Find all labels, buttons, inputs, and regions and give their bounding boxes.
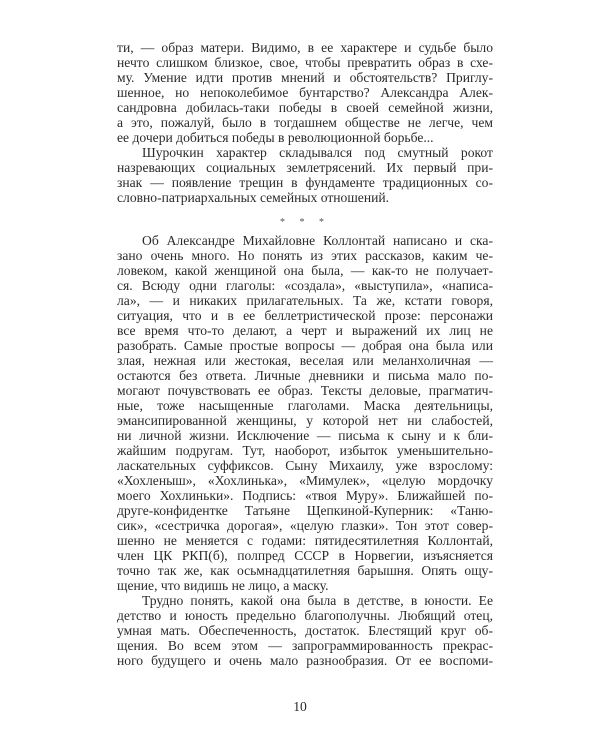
text-line: ловеком, какой женщиной она была, — как-то не получает- bbox=[117, 263, 493, 278]
text-line: ее дочери добиться победы в революционной борьбе... bbox=[117, 130, 434, 145]
text-line: сандровна добилась-таки победы в своей семейной жизни, bbox=[117, 100, 493, 115]
text-line: член ЦК РКП(б), полпред СССР в Норвегии, изъясняется bbox=[117, 548, 493, 563]
paragraph bbox=[117, 593, 493, 668]
text-line: ти, — образ матери. Видимо, в ее характере и судьбе было bbox=[117, 40, 493, 55]
section-separator: * * * bbox=[280, 217, 330, 228]
text-line: ситуация, что и в ее беллетристической прозе: персонажи bbox=[117, 308, 493, 323]
text-line: разобрать. Самые простые вопросы — добрая она была или bbox=[117, 338, 493, 353]
text-line: щения. Во всем этом — запрограммированность прекрас- bbox=[117, 638, 493, 653]
text-line: остаются без ответа. Личные дневники и письма мало по- bbox=[117, 368, 493, 383]
text-line: умная мать. Обеспеченность, достаток. Блестящий круг об- bbox=[117, 623, 493, 638]
text-line: нечто слишком близкое, свое, чтобы превратить образ в схе- bbox=[117, 55, 493, 70]
text-line: ни личной жизни. Исключение — письма к сыну и к бли- bbox=[117, 428, 493, 443]
text-line: му. Умение идти против мнений и обстоятельств? Приглу- bbox=[117, 70, 493, 85]
text-line: шенное, но непоколебимое бунтарство? Александра Алек- bbox=[117, 85, 493, 100]
text-line: злая, нежная или жестокая, веселая или меланхоличная — bbox=[117, 353, 493, 368]
paragraph bbox=[117, 233, 493, 593]
paragraph bbox=[117, 145, 493, 205]
text-line: ся. Всюду одни глаголы: «создала», «выступила», «написа- bbox=[117, 278, 493, 293]
text-line: детство и юность предельно благополучны. Любящий отец, bbox=[117, 608, 493, 623]
text-line: моего Хохлиньки». Подпись: «твоя Муру». Ближайшей по- bbox=[117, 488, 493, 503]
text-line: могают почувствовать ее образ. Тексты деловые, прагматич- bbox=[117, 383, 493, 398]
text-line: щение, что видишь не лицо, а маску. bbox=[117, 578, 329, 593]
text-line: сик», «сестричка дорогая», «целую глазки». Тон этот совер- bbox=[117, 518, 493, 533]
page-body-text bbox=[117, 40, 493, 668]
text-line: точно так же, как осьмнадцатилетняя барышня. Опять ощу- bbox=[117, 563, 493, 578]
text-line: Шурочкин характер складывался под смутный рокот bbox=[142, 145, 493, 160]
text-line: Трудно понять, какой она была в детстве, в юности. Ее bbox=[142, 593, 493, 608]
text-line: зано очень много. Но понять из этих рассказов, каким че- bbox=[117, 248, 493, 263]
text-line: знак — появление трещин в фундаменте традиционных со- bbox=[117, 175, 493, 190]
text-line: ного будущего и очень мало разнообразия. От ее воспоми- bbox=[117, 653, 493, 668]
text-line: все время что-то делают, а черт и выражений их лиц не bbox=[117, 323, 493, 338]
text-line: друге-конфидентке Татьяне Щепкиной-Куперник: «Таню- bbox=[117, 503, 493, 518]
text-line: эмансипированной женщины, у которой нет ни слабостей, bbox=[117, 413, 493, 428]
text-line: словно-патриархальных семейных отношений. bbox=[117, 190, 390, 205]
paragraph bbox=[117, 40, 493, 145]
text-line: «Хохленыш», «Хохлинька», «Мимулек», «целую мордочку bbox=[117, 473, 493, 488]
text-line: а это, пожалуй, было в тогдашнем обществе не легче, чем bbox=[117, 115, 493, 130]
text-line: Об Александре Михайловне Коллонтай написано и ска- bbox=[142, 233, 493, 248]
text-line: ные, тоже насыщенные глаголами. Маска деятельницы, bbox=[117, 398, 493, 413]
page-number: 10 bbox=[293, 699, 307, 714]
text-line: ласкательных суффиксов. Сыну Михаилу, уже взрослому: bbox=[117, 458, 493, 473]
text-line: ла», — и никаких прилагательных. Та же, кстати говоря, bbox=[117, 293, 493, 308]
text-line: жайшим подругам. Тут, наоборот, избыток уменьшительно- bbox=[117, 443, 493, 458]
text-line: назревающих социальных землетрясений. Их первый при- bbox=[117, 160, 493, 175]
text-line: шенно не меняется с годами: пятидесятилетняя Коллонтай, bbox=[117, 533, 493, 548]
